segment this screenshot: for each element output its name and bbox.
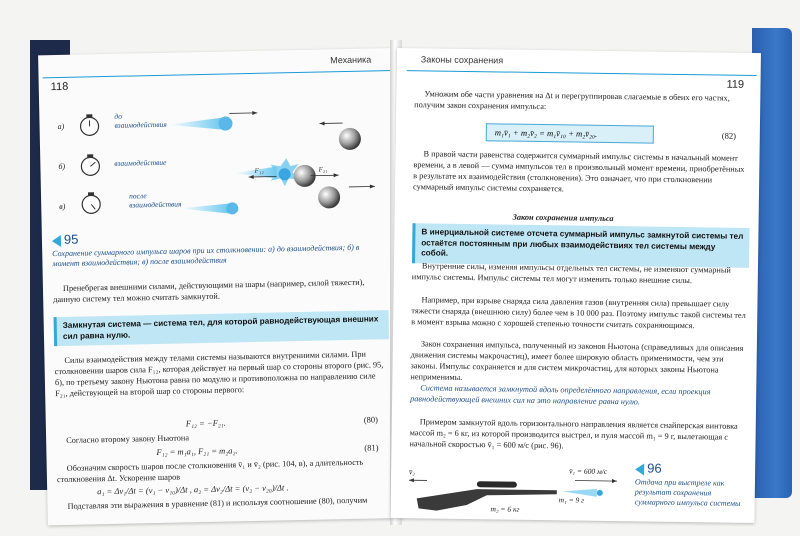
fig-96-number: 96 (647, 460, 662, 476)
ball-2 (339, 128, 361, 150)
equation-82-number: (82) (721, 130, 737, 141)
fig-label-c-text: после взаимодействия (128, 191, 182, 210)
right-paragraph-7: Примером замкнутой вдоль горизонтального направления является снайперская винтовка массой m₂ = 6 кг, из которой производится выстрел, и пуля массой m₁ = 9 г, вылетающая с начальной скоростью v̄₁ = 600 м/с (рис. 96). (409, 417, 738, 451)
closed-system-definition: Замкнутая система — система тел, для которой равнодействующая внешних сил равна нулю. (54, 310, 390, 346)
running-head-left: Механика (330, 54, 372, 66)
equation-80: F₁₂ = −F₂₁. (185, 417, 226, 429)
left-page (38, 48, 403, 525)
equation-82-box: m₁v̄₁ + m₂v̄₂ = m₁v̄₁₀ + m₂v̄₂₀. (486, 123, 654, 143)
stopwatch-icon (80, 117, 98, 135)
ball-2-after (318, 186, 340, 208)
figure-95-diagram (47, 92, 390, 229)
fig-95-caption: Сохранение суммарного импульса шаров при их столкновении: а) до взаимодействия; б) в момент взаимодействия; в) после взаимодействия (52, 242, 360, 269)
fig-96-v2: v̄₂ (409, 467, 416, 477)
fig-label-a-text: до взаимодействия (114, 111, 167, 130)
fig-96-m2: m₂ = 6 кг (490, 504, 520, 514)
page-number-right: 119 (726, 78, 745, 91)
fig-label-b-text: взаимодействие (114, 157, 167, 168)
right-paragraph-6: Система называется замкнутой вдоль определённого направления, если проекция равнодействующей внешних сил на это направление равна нулю. (410, 383, 711, 407)
page-number-left: 118 (50, 80, 69, 94)
row-c (82, 184, 376, 217)
left-paragraph-3: Согласно второму закону Ньютона (66, 433, 190, 445)
momentum-law-box: В инерциальной системе отсчета суммарный импульс замкнутой системы тел остаётся постоянным при любых взаимодействиях тел системы между собой. (412, 223, 750, 267)
fig-96-v1: v̄₁ = 600 м/с (569, 466, 608, 476)
fig-label-a: а) (57, 121, 65, 132)
open-textbook (38, 40, 774, 514)
equation-81: F₁₂ = m₁a₁, F₂₁ = m₂a₂. (156, 445, 238, 458)
figure-marker-icon (635, 463, 644, 475)
fig-label-b: б) (58, 161, 66, 172)
left-paragraph-5: Подставляя эти выражения в уравнение (81) и используя соотношение (80), получим (67, 495, 368, 511)
header-rule (43, 70, 393, 78)
right-paragraph-4: Например, при взрыве снаряда сила давления газов (внутренняя сила) превышает силу тяжести снаряда (внешнюю силу) более чем в 10 000 раз. Поэтому импульс такой системы тел в момент взрыва можно с хорошей степенью точности считать сохраняющимся. (411, 295, 746, 331)
row-b (81, 149, 339, 191)
svg-text:F₁₂: F₁₂ (254, 166, 264, 175)
rifle-icon (417, 488, 557, 512)
right-paragraph-3: Внутренние силы, изменяя импульсы отдельных тел системы, не изменяют суммарный импульс системы. Импульс системы тел могут изменить только внешние силы. (411, 261, 731, 286)
fig-96-caption: Отдача при выстреле как результат сохранения суммарного импульса системы (634, 477, 741, 508)
left-paragraph-1: Пренебрегая внешними силами, действующими на шары (например, силой тяжести), данную систему тел можно считать замкнутой. (53, 277, 365, 305)
right-paragraph-1: Умножим обе части уравнения на Δt и перегруппировав слагаемые в обеих его частях, получим закон сохранения импульса: (414, 89, 730, 112)
fig-label-c: в) (59, 201, 66, 212)
bullet (597, 490, 603, 496)
equation-acceleration: a₁ = Δv₁/Δt = (v₁ − v₁₀)/Δt , a₂ = Δv₂/Δt = (v₂ − v₂₀)/Δt . (97, 482, 289, 497)
left-paragraph-2: Силы взаимодействия между телами системы называются внутренними силами. При столкновении шаров сила F₁₂, которая действует на первый шар со стороны второго (рис. 95, б), по третьему закону Ньютона равна по модулю и противоположна по направлению силе F₂₁, действующей на второй шар со стороны первого: (54, 349, 384, 399)
right-paragraph-2: В правой части равенства содержится суммарный импульс системы в начальный момент времени, а в левой — сумма импульсов тел в произвольный момент времени, приобретённых в результате их взаимодействия (столкновения). Это означает, что при столкновении суммарный импульс системы сохраняется. (413, 149, 745, 194)
right-page (390, 48, 761, 523)
figure-marker-icon (52, 235, 61, 247)
stopwatch-icon (82, 195, 100, 213)
running-head-right: Законы сохранения (420, 54, 504, 66)
equation-80-number: (80) (363, 414, 379, 425)
fig-95-number: 95 (63, 231, 79, 247)
fig-96-m1: m₁ = 9 г (558, 495, 585, 505)
equation-81-number: (81) (364, 442, 379, 453)
law-title: Закон сохранения импульса (512, 212, 614, 224)
right-paragraph-5: Закон сохранения импульса, полученный из законов Ньютона (справедливых для описания движения системы макрочастиц), имеет более широкую область применимости, чем эти законы. Импульс сохраняется и для систем микрочастиц, для которых законы Ньютона неприменимы. (410, 339, 744, 382)
left-paragraph-4: Обозначим скорость шаров после столкновения v̄₁ и v̄₂ (рис. 104, в), а длительность столкновения Δt. Ускорение шаров (56, 457, 364, 485)
header-rule (407, 70, 757, 76)
svg-text:F₂₁: F₂₁ (318, 165, 328, 174)
